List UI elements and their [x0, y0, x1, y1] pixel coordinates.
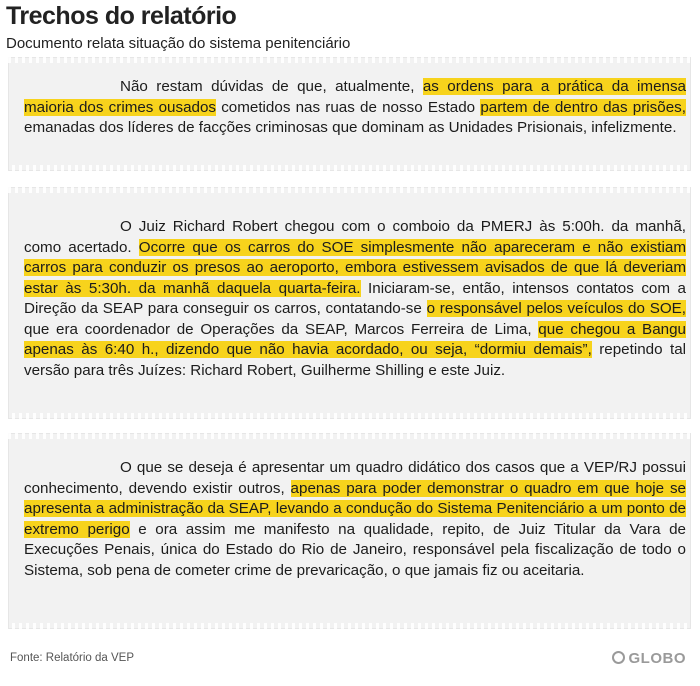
source-note: Fonte: Relatório da VEP: [10, 652, 135, 664]
excerpt-text: Não restam dúvidas de que, atualmente,: [120, 78, 423, 95]
excerpt-1-text: [24, 77, 686, 139]
excerpt-text: Iniciaram-se, então, intensos contatos com a Direção da SEAP para conseguir os carros, contatando-se: [24, 279, 686, 317]
excerpt-text: e ora assim me manifesto na qualidade, repito, de Juiz Titular da Vara de Execuções Penais, única do Estado do Rio de Janeiro, responsável pela fiscalização de todo o Sistema, sob pena de cometer crime de prevaricação, o que jamais fiz ou aceitaria.: [24, 520, 686, 579]
excerpt-text: repetindo tal versão para três Juízes: Richard Robert, Guilherme Shilling e este Juiz.: [24, 341, 687, 379]
highlighted-text: apenas para poder demonstrar o quadro em que hoje se apresenta a administração da SEAP, levando a condução do Sistema Penitenciário a um ponto de extremo perigo: [24, 479, 686, 538]
excerpt-text: que era coordenador de Operações da SEAP, Marcos Ferreira de Lima,: [24, 320, 539, 338]
page-title: Trechos do relatório: [6, 2, 237, 30]
excerpt-2-text: [24, 217, 686, 381]
excerpt-3-text: [24, 458, 686, 581]
highlighted-text: que chegou a Bangu apenas às 6:40 h., dizendo que não havia acordado, ou seja, “dormiu demais”,: [24, 320, 686, 358]
excerpt-3: [8, 433, 691, 629]
globo-logo: [612, 650, 687, 667]
highlighted-text: Ocorre que os carros do SOE simplesmente não apareceram e não existiam carros para conduzir os presos ao aeroporto, embora estivessem avisados de que lá deveriam estar às 5:30h. da manhã daquela quarta-feira.: [24, 238, 686, 297]
excerpt-text: cometidos nas ruas de nosso Estado: [216, 98, 481, 116]
highlighted-text: o responsável pelos veículos do SOE,: [426, 300, 686, 317]
page-subtitle: Documento relata situação do sistema penitenciário: [6, 35, 351, 52]
excerpt-2: [8, 187, 691, 419]
excerpt-text: emanadas dos líderes de facções criminosas que dominam as Unidades Prisionais, infelizmente.: [24, 119, 677, 136]
highlighted-text: partem de dentro das prisões,: [480, 98, 686, 116]
highlighted-text: as ordens para a prática da imensa maioria dos crimes ousados: [24, 78, 686, 116]
excerpt-text: O que se deseja é apresentar um quadro didático dos casos que a VEP/RJ possui conhecimento, devendo existir outros,: [24, 459, 686, 497]
globo-o-icon: [612, 651, 625, 664]
brand-name: GLOBO: [628, 650, 686, 667]
excerpt-1: [8, 57, 691, 171]
excerpt-text: O Juiz Richard Robert chegou com o comboio da PMERJ às 5:00h. da manhã, como acertado.: [24, 218, 686, 256]
